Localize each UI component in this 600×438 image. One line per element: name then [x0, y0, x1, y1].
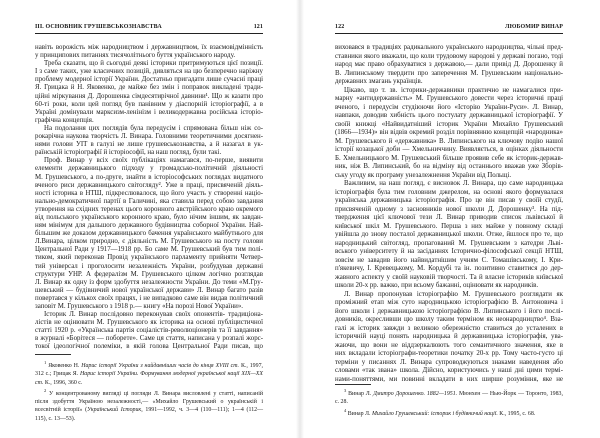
page-number: 122: [335, 24, 345, 30]
footnote-text: У концентрованому вигляді ці погляди Л. Винара висловлені у статті, написаній після здобуття Україною незалежності,— «Михайло Грушевський о українській і всесвітній історії» (: [35, 390, 263, 414]
running-header: [35, 24, 263, 33]
footnote-title: Нарис історії України. Формування модерної української нації XIX—XX ст.: [35, 371, 263, 386]
text-line: марну «антидержавність» М. Грушевського довести через історичні праці: [335, 95, 563, 102]
text-line: ставники якого вважали, що коли трудовому народові у державі погано, тоді: [335, 52, 563, 60]
text-line: нально-демократичної партії в Галичині, яка ставила перед собою завдання: [35, 197, 263, 205]
text-line: Л. Винар як одну із форм здобуття незалежности України. До теми «М.Гру-: [35, 278, 263, 286]
text-line: вченого, і передусім студіюючи його «Історію України-Руси». Л. Винар,: [335, 103, 563, 111]
header-rule: [335, 33, 563, 34]
footnote-title: Нарис історії України з найдавніших часів до кінця XVIII ст.: [81, 362, 240, 369]
text-line: присвяченій одному з засновників нової школи Д. Дорошенку³. На під-: [335, 205, 563, 213]
footnote: [35, 387, 263, 423]
text-line: тий універсал і проголосити незалежність України, розбудував державні: [35, 262, 263, 270]
running-header: [335, 24, 563, 33]
text-line: 60-ті роки, коли цей погляд був панівним у діаспорній історіографії, а в: [35, 100, 263, 108]
text-line: київської шкіл М. Грушевського. Перша з них майже у повному складі: [335, 222, 563, 230]
text-line: зовсім не завадив його найвидатнішим учням С. Томашівському, І. Кри-: [335, 256, 563, 264]
footnote: [35, 359, 263, 387]
text-line: графічна концепція.: [35, 116, 94, 124]
text-line: Л. Винар пропонував історіографію М. Грушевського розглядати як: [344, 290, 563, 298]
text-line: нями голови УІТ в галузі не лише грушевськознавства, а й назагал в ук-: [35, 141, 263, 149]
text-line: вського університету й на засіданнях Історично-філософської секції НТШ,: [335, 248, 563, 255]
text-line: раїнській історіографії й історіософії, на наш погляд, були такі.: [35, 149, 222, 157]
text-line: токої ідеологічної полеміки, в якій голова Центральної Ради писав, що: [35, 343, 263, 351]
body-text: [335, 44, 563, 384]
footnote-number: 1: [44, 360, 47, 365]
text-line: п'якевичу, І. Кревецькому, М. Кордубі та ін. позитивно ставитися до дер-: [335, 265, 563, 272]
footnote-title: Український Історик: [87, 407, 142, 414]
footnote-text: К., 1997, 312 с.; Грицак Я.: [35, 362, 263, 378]
footnotes: [335, 387, 563, 418]
running-header-title: ІІІ. ОСНОВНИК ГРУШЕВСЬКОЗНАВСТВА: [35, 24, 162, 30]
text-line: нами-поняттями, ми повинні вкладати в них ширше розуміння, яке не: [335, 375, 563, 383]
footnote-rule: [35, 354, 71, 355]
text-line: народницький світогляд, пропагований М. Грушевським з катедри Льві-: [335, 239, 563, 247]
text-line: М. Грушевського, а по-друге, знайти в історіософських поглядах видатного: [35, 173, 263, 181]
text-line: народ має право обрахуватися з державою,— дали привід Д. Дорошенку й: [335, 61, 563, 68]
running-header-title: ЛЮБОМИР ВИНАР: [505, 24, 563, 30]
text-line: в журналі «Борітеся — поборете». Саме ця стаття, написана у розпалі жорс-: [35, 335, 263, 343]
footnote-number: 4: [344, 407, 347, 413]
text-line: галі ж історик завжди з великою обережністю ставиться до усталених в: [335, 324, 563, 332]
text-line: школи 20-х рр. важко, при всьому бажанні, оцінювати як народників.: [335, 282, 539, 289]
text-line: рокарічна наукова творчість Л. Винара. Головними теоретичними досягнен-: [35, 133, 263, 141]
footnote-text: К., 1995, с. 68.: [497, 410, 536, 417]
text-line: вченого риси державницького світогляду². Уже в праці, присвяченій діяль-: [35, 181, 263, 189]
text-line: від польського українського коронного краю, було нічим іншим, як завдан-: [35, 213, 263, 221]
text-line: ник, ніж В. Липинський, бо на відміну від останнього вважав уже Зборів-: [335, 163, 563, 170]
text-line: повертався у кількох своїх працях, і не випадково саме він видав політичний: [35, 294, 263, 302]
text-line: В. Липинському твердити про заперечення М. Грушевським національно-: [335, 69, 563, 77]
footnote-title: Дмитро Дорошенко. 1882—1951.: [373, 390, 458, 397]
text-line: своїй книжці «Найвидатніший історик України Михайло Грушевський: [335, 120, 563, 128]
text-line: твердження цієї ключової тези Л. Винар приводив список львівської й: [335, 214, 563, 221]
right-page: [300, 0, 600, 438]
text-line: Б. Хмельницького М. Грушевський більше проявив себе як історик-держав-: [335, 154, 563, 162]
text-line: терміни у писаннях Л. Винара супроводжуються знаками наведення або: [335, 358, 563, 366]
text-line: виховався в традиціях радикального українського народництва, чільні пред-: [335, 44, 563, 51]
text-line: Я. Грицака й Н. Яковенко, де майже без змін і поправок викладені тради-: [35, 84, 263, 92]
footnote-text: Яковенко Н.: [48, 362, 82, 369]
body-text: [35, 44, 263, 352]
text-line: Важливим, на наш погляд, є висновок Л. Винара, що саме народницька: [344, 180, 563, 187]
text-line: На подолання цих поглядів була передусім і спрямована більш ніж со-: [44, 124, 263, 132]
text-line: Цікаво, що т. зв. історики-державники практично не намагалися при-: [344, 86, 563, 94]
text-line: проблему модерної історії України. Достатньо пригадати лише сучасні праці: [35, 76, 263, 84]
footnote-title: Михайло Грушевський: історик і будівничий нації.: [371, 410, 498, 417]
footnote-number: 2: [44, 387, 47, 393]
text-line: навіть ворожість між народництвом і державництвом, їх взаємовідмінність: [35, 44, 263, 51]
footnote: [335, 387, 563, 407]
text-line: історичній науці понять народницька й державницька історіографія, ува-: [335, 333, 563, 340]
text-line: шевський — будівничий нової української держави» Л. Винар багато разів: [35, 286, 263, 294]
footnote-rule: [335, 384, 371, 385]
text-line: утворення на східних теренах цього коронного австрійського краю окремого: [35, 205, 263, 213]
header-rule: [35, 33, 263, 34]
text-line: лістів не оцінювати М. Грушевського як історика на основі публіцистичної: [35, 319, 263, 327]
text-line: елементи державницького підходу у громадсько-політичній діяльності: [35, 165, 263, 173]
page-number: 121: [253, 24, 263, 30]
text-line: проміжний етап між суто народницькою історіографією В. Антоновича і: [335, 299, 563, 306]
text-line: них вкладали історіографи-теоретики початку 20-х рр. Тому часто-густо ці: [335, 350, 563, 357]
text-line: його школи і державницькою історіографією В. Липинського і його послі-: [335, 307, 563, 315]
text-line: ності історика в НТШ, підкреслювалося, що його участь у створенні націо-: [35, 189, 263, 197]
text-line: Проф. Винар у всіх своїх публікаціях намагався, по-перше, виявити: [44, 157, 263, 165]
footnote-text: К., 1996, 360 с.: [43, 379, 83, 386]
text-line: ційні міркування Д. Дорошенка сімдесятирічної давнини¹. Що ж казати про: [35, 92, 263, 100]
footnote-text: Винар Л.: [347, 410, 372, 417]
text-line: довників, окресливши цю школу таким терміном як неонародництво⁴. Вза-: [335, 316, 563, 323]
text-line: більшим же доказом державницького бачення українського майбутнього для: [35, 230, 263, 238]
text-line: українська державницька історіографія. Про це він писав у своїй студії,: [335, 197, 563, 204]
text-line: М. Грушевського й «державника» В. Липинського на ключову подію нашої: [335, 137, 563, 145]
text-line: заповіт М. Грушевського з 1918 р.— книгу «На порозі Нової України».: [35, 303, 244, 310]
text-line: ську угоду як програму унезалежнення України від Польщі.: [335, 171, 512, 179]
text-line: жавного аспекту у своїй науковій творчості. Та й власне істориків київської: [335, 273, 563, 281]
footnote-number: 3: [344, 388, 347, 393]
footnote-text: , 1991—1992, ч. 3—4 (110—111); 1—4 (112—115), с. 13—53).: [35, 407, 264, 422]
footnotes: [35, 359, 263, 423]
text-line: навпаки, доводив хибність цього постулату державницької історіографії. У: [335, 112, 563, 119]
text-line: у принципових питаннях тисячолітнього буття українського народу.: [35, 52, 236, 60]
text-line: Україні домінували марксизм-ленінізм і великодержавна російська історіо-: [35, 108, 263, 116]
footnote-text: Мюнхен — Нью-Йорк — Торонто, 1983, с. 28.: [335, 390, 563, 406]
footnote: [335, 407, 563, 418]
footnote-text: Винар Л.: [348, 390, 374, 397]
text-line: Треба сказати, що й сьогодні деякі історики притримуються цієї позиції.: [44, 60, 263, 68]
text-line: історії козацької доби — Хмельниччину. Виявляється, в оцінках діяльности: [335, 146, 563, 153]
text-line: І з саме таких, уже класичних позицій, дивляться на цю безперечно наріжну: [35, 68, 263, 76]
text-line: увійшла до знову посталої державницької школи. Отже, йшлося про те, що: [335, 231, 563, 238]
text-line: статті 1920 р. «Українська партія соціалістів-революціонерів та її завдання»: [35, 327, 263, 335]
text-line: структури УНР. А федералізм М. Грушевського цілком логічно розглядав: [35, 270, 263, 278]
text-line: Л.Винара, цілком природно, є діяльність М. Грушевського на посту голови: [35, 238, 263, 246]
text-line: Історик Л. Винар послідовно переконував своїх опонентів- традиціона-: [44, 311, 263, 319]
text-line: ням мінімум для дальшого державного будівництва соборної України. Най-: [35, 222, 263, 230]
text-line: Центральної Ради у 1917—1918 рр. Бо саме М. Грушевський був тим полі-: [35, 246, 263, 254]
text-line: словами «так звана» школа. Дійсно, користуючись у наші дні цими термі-: [335, 367, 563, 374]
text-line: державних змагань українців.: [335, 78, 423, 85]
text-line: історіографія була тим головним джерелом, на основі якого формувалася: [335, 188, 563, 196]
text-line: жаючи, що вони не віддзеркалюють того семантичного значення, яке в: [335, 341, 563, 349]
text-line: (1866—1934)» він відвів окремий розділ порівнянню концепцій «народника»: [335, 129, 563, 136]
text-line: тиком, який переконав Провід українського парламенту прийняти Четвер-: [35, 254, 263, 262]
